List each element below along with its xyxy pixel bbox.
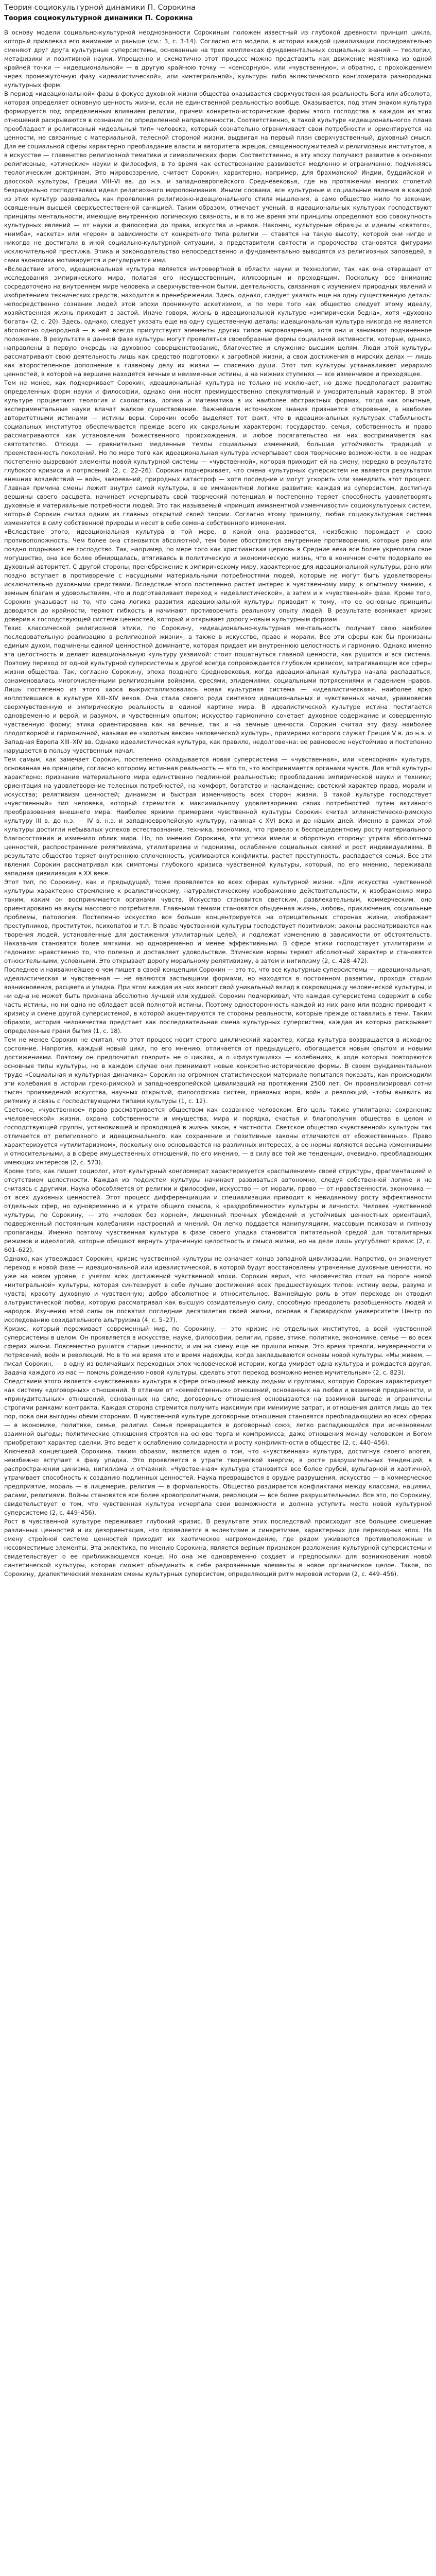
body-paragraph: В основу модели социально-культурной неоднознаности Сорокиным положен известный из глубокой древности принцип цикла, который привлекал его внимание и раньше (см.: 3, с. 3-14). Согласно его модели, в истории каждой цивилизации последовательно сменяют друг друга культурные суперсистемы, основанные на трех комплексах фундаментальных социальных знаний — теологии, метафизики и позитивной науки. Упрощенно и схематично этот процесс можно представить как движение маятника из одной крайней точки — «идеациональной» — в другую крайнюю точку — «сенсорную», или «чувственную», и обратно, с прохождением через промежуточную фазу «идеалистической», или «интегральной», культуры либо эклектического конгломерата разнородных культурных форм.	[4, 29, 432, 89]
body-paragraph: «Вследствие этого, идеациональная культура в той мере, в какой она развивается, неизбежно порождает и свою противоположность. Чем более она становится абсолютной, тем более обостряются внутренние противоречия, которые рано или поздно подрывают ее господство. Так, например, по мере того как христианская церковь в Средние века все более укрепляла свое могущество, она все более обмирщалась, втягиваясь в политическую и экономическую жизнь, что в конечном счете подорвало ее духовный авторитет. С другой стороны, пренебрежение к эмпирическому миру, характерное для идеациональной культуры, рано или поздно вступает в противоречие с насущными материальными потребностями людей, которые не могут быть удовлетворены исключительно духовными средствами. Вследствие этого постепенно растет интерес к чувственному миру, к опытному знанию, к земным благам и удовольствиям, что и подготавливает переход к «идеалистической», а затем и к «чувственной» фазе. Кроме того, Сорокин указывает на то, что сама логика развития идеациональной культуры приводит к тому, что ее основные принципы доводятся до крайности, теряют гибкость и начинают противоречить реальному опыту людей. В результате возникает кризис доверия к господствующей системе ценностей, который и открывает дорогу новым культурным формам.	[4, 528, 432, 623]
body-paragraph: Тем самым, как замечает Сорокин, постепенно складывается новая суперсистема — «чувственная», или «сенсорная» культура, основанная на принципе, согласно которому истинная реальность — это то, что воспринимается органами чувств. Для этой культуры характерно: признание материального мира единственно подлинной реальностью; преобладание эмпирической науки и техники; ориентация на удовлетворение телесных потребностей, на комфорт, богатство и наслаждение; светский характер права, морали и искусства; релятивизм ценностей; динамизм и быстрая изменчивость всех сторон жизни. В такой культуре господствует «чувственный» тип человека, который стремится к максимальному удовлетворению своих потребностей путем активного преобразования внешнего мира. Наиболее яркими примерами чувственной культуры Сорокин считал эллинистическо-римскую культуру III в. до н.э. — IV в. н.э. и западноевропейскую культуру, начиная с XVI века и до наших дней. Именно в рамках этой культуры достигли небывалых успехов естествознание, техника, экономика, что привело к беспрецедентному росту материального благосостояния и изменило облик мира. Но, по мнению Сорокина, эти успехи имели и оборотную сторону: утрата абсолютных ценностей, распространение релятивизма, утилитаризма и гедонизма, ослабление социальных связей и рост индивидуализма. В результате общество теряет внутреннюю сплоченность, усиливаются конфликты, растет преступность, распадается семья. Все эти явления Сорокин рассматривал как симптомы глубокого кризиса чувственной культуры, который, по его мнению, переживала западная цивилизация в XX веке.	[4, 756, 432, 877]
body-paragraph: Кроме того, как пишет социолог, этот культурный конгломерат характеризуется «распылением» своей структуры, фрагментацией и отсутствием целостности. Каждая из подсистем культуры начинает развиваться автономно, следуя собственной логике и не считаясь с другими. Наука обособляется от религии и философии, искусство — от морали, право — от нравственности, экономика — от всех духовных ценностей. Этот процесс дифференциации и специализации приводит к невиданному росту эффективности отдельных сфер, но одновременно и к утрате общего смысла, к «раздробленности» культуры и личности. Человек чувственной культуры, по Сорокину, — это «человек без корней», лишенный прочных убеждений и устойчивых ценностных ориентаций, подверженный постоянным колебаниям настроений и мнений. Он легко поддается манипуляциям, массовым психозам и гипнозу пропаганды. Именно поэтому чувственная культура в фазе своего упадка становится питательной средой для тоталитарных режимов и идеологий, которые обещают вернуть утраченную целостность и смысл жизни, но на деле лишь усугубляют кризис (2, с. 601–622).	[4, 1167, 432, 1253]
body-paragraph: «Вследствие этого, идеациональная культура является интровертной в области науки и технологии, так как она отвращает от исследования эмпирического мира, полагая его несущественным, иллюзорным и преходящим. Поскольку все внимание сосредоточено на внутреннем мире человека и сверхчувственном бытии, деятельность, связанная с изучением природных явлений и изобретением технических средств, находится в пренебрежении. Здесь, однако, следует указать еще на одну существенную деталь: непосредственно сознание людей этой эпохи проникнуто аскетизмом, и по мере того как общество следует этому идеалу, хозяйственная жизнь приходит в застой. Иначе говоря, жизнь в идеациональной культуре «эмпирически бедна», хотя «духовно богата» (2, с. 20). Здесь, однако, следует указать еще на одну существенную деталь: идеациональная культура никогда не является абсолютно однородной — в ней всегда присутствуют элементы других типов мировоззрения, хотя они и занимают подчиненное положение. В результате в данной фазе культуры могут проявляться своеобразные формы социальной активности, которые, однако, направлены в первую очередь на духовное совершенствование, благочестие и служение высшим целям. Люди этой культуры рассматривают свою деятельность лишь как средство подготовки к загробной жизни, а свои достижения в мирских делах — лишь как второстепенное дополнение к главному делу их жизни — спасению души. Этот тип культуры устанавливает иерархию ценностей, в которой на вершине находятся вечные и неизменные истины, а на нижних ступенях — все изменчивое и преходящее.	[4, 265, 432, 378]
body-paragraph: Рост в чувственной культуре переживает глубокий кризис. В результате этих последствий происходит все большее смешение различных ценностей и их дезориентация, что проявляется в эклектизме и синкретизме, характерных для переходных эпох. На смену стройной системе ценностей приходит их хаотическое нагромождение, где рядом уживаются противоположные и несовместимые элементы. Эта эклектика, по мнению Сорокина, является верным признаком разложения культурной суперсистемы и свидетельствует о ее приближающемся конце. Но она же одновременно создает и предпосылки для возникновения новой синтетической культуры, которая сможет объединить в себе разрозненные элементы в новое органическое целое. Таков, по Сорокину, диалектический механизм смены культурных суперсистем, определяющий ритм мировой истории (2, с. 449–456).	[4, 1518, 432, 1578]
body-paragraph: Последнее и наиважнейшее о чем пишет в своей концепции Сорокин — это то, что все культурные суперсистемы — идеациональная, идеалистическая и чувственная — не являются застывшими формами, но находятся в постоянном развитии, проходя стадии возникновения, расцвета и упадка. При этом каждая из них вносит свой уникальный вклад в сокровищницу человеческой культуры, и ни одна не может быть признана абсолютно лучшей или худшей. Сорокин подчеркивал, что каждая суперсистема содержит в себе часть истины, но ни одна не обладает всей полнотой истины. Поэтому односторонность каждой из них рано или поздно приводит к кризису и смене другой суперсистемой, в которой акцентируются те стороны реальности, которые прежде оставались в тени. Таким образом, история человечества предстает как последовательная смена культурных суперсистем, каждая из которых раскрывает определенные грани бытия (1, с. 18).	[4, 966, 432, 1035]
body-paragraph: Кризис, который переживает современный мир, по Сорокину, — это кризис не отдельных институтов, а всей чувственной суперсистемы в целом. Он проявляется в искусстве, науке, философии, религии, праве, этике, политике, экономике, семье — во всех сферах жизни. Повсеместно рушатся старые ценности, и им на смену еще не пришли новые. Это время тревоги, неуверенности и потрясений, войн и революций. Но в то же время это и время надежды, когда закладываются основы новой культуры. «Мы живем, — писал Сорокин, — в одну из величайших переходных эпох человеческой истории, когда умирает одна культура и рождается другая. Задача каждого из нас — помочь рождению новой культуры, сделать этот переход возможно менее мучительным» (2, с. 823).	[4, 1325, 432, 1376]
body-paragraph: Тем не менее Сорокин не считал, что этот процесс носит строго циклический характер, когда культура возвращается в исходное состояние. Напротив, каждый новый цикл, по его мнению, отличается от предыдущего, обогащается новым опытом и новыми достижениями. Поэтому он предпочитал говорить не о циклах, а о «флуктуациях» — колебаниях, в ходе которых повторяются основные типы культуры, но в каждом случае они принимают новые конкретно-исторические формы. В своем фундаментальном труде «Социальная и культурная динамика» Сорокин на огромном статистическом материале попытался показать, как происходили эти колебания в истории греко-римской и западноевропейской цивилизаций на протяжении 2500 лет. Он проанализировал сотни тысяч произведений искусства, научных открытий, философских систем, правовых норм, войн и революций, чтобы выявить их ритмику и связь с господствующими типами культуры (1, с. 12).	[4, 1036, 432, 1105]
body-paragraph: Следствием этого является «чувственная» культура в сфере отношений между людьми и группами, которую Сорокин характеризует как систему «договорных» отношений. В отличие от «семейственных» отношений, основанных на любви и взаимной преданности, и «принудительных» отношений, основанных на силе, договорные отношения основываются на взаимной выгоде и ограничены строгими рамками контракта. Каждая сторона стремится получить максимум при минимуме затрат, и отношения длятся лишь до тех пор, пока они выгодны обеим сторонам. В чувственной культуре договорные отношения становятся преобладающими во всех сферах — в экономике, политике, семье, религии. Семья превращается в договорный союз, легко распадающийся при исчезновении взаимной выгоды; политические отношения строятся на основе торга и компромисса; даже отношения между человеком и Богом приобретают характер сделки. Это ведет к ослаблению солидарности и росту конфликтности в обществе (2, с. 440–456).	[4, 1378, 432, 1446]
document-title: Теория социокультурной динамики П. Сорокина	[4, 4, 196, 12]
body-paragraph: Однако, как утверждает Сорокин, кризис чувственной культуры не означает конца западной цивилизации. Напротив, он знаменует переход к новой фазе — идеациональной или идеалистической, в которой будут восстановлены утраченные духовные ценности, но уже на новом уровне, с учетом всех достижений чувственной эпохи. Сорокин верил, что человечество стоит на пороге новой «интегральной» культуры, которая синтезирует в себе лучшие достижения всех предшествующих типов: истину веры, разума и чувств; красоту духовную и чувственную; добро абсолютное и относительное. Важнейшую роль в этом переходе он отводил альтруистической любви, которую рассматривал как высшую созидательную силу, способную преодолеть разобщенность людей и народов. Изучению этой силы он посвятил последние десятилетия своей жизни, основав в Гарвардском университете Центр по исследованию созидательного альтруизма (4, с. 5–27).	[4, 1255, 432, 1324]
document-body	[4, 28, 432, 1579]
document-heading: Теория социокультурной динамики П. Сорокина	[4, 14, 193, 22]
body-paragraph: Светское, «чувственное» право рассматривается обществом как созданное человеком. Его цель также утилитарна: сохранение «человеческой» жизни, охрана собственности и имущества, мира и порядка, счастья и благополучия общества в целом и господствующей группы, установившей и проводящей в жизнь закон, в частности. Светское общество «чувственной» культуры так отличается от религиозного и идеационального, как сохранение и позитивные законы отличаются от «божественных». Право характеризуется «утилитаризмом», поскольку оно основывается на различных интересах, а ее нормы являются весьма изменчивыми и относительными, а в сфере имущественных отношений, по его мнению, — в силу все той же тенденции, очевидно, преобладающих имеющих интересов (2, с. 573).	[4, 1106, 432, 1166]
body-paragraph: Этот тип, по Сорокину, как и предыдущий, тоже проявляется во всех сферах культурной жизни. «Для искусства чувственной культуры характерно стремление к реалистическому, натуралистическому изображению действительности, к изображению мира таким, каким он воспринимается органами чувств. Искусство становится светским, развлекательным, коммерческим, оно ориентировано на вкусы массового потребителя. Главными темами становятся обыденная жизнь, любовь, приключения, социальные проблемы, патология. Постепенно искусство все больше концентрируется на отрицательных сторонах жизни, изображает преступников, проституток, психопатов и т.п. В праве чувственной культуры господствует позитивизм: законы рассматриваются как творения людей, установленные для достижения утилитарных целей, и подлежат изменению в зависимости от обстоятельств. Наказания становятся более мягкими, но одновременно и менее эффективными. В сфере этики господствует утилитаризм и гедонизм: нравственно то, что полезно и доставляет удовольствие. Этические нормы теряют абсолютный характер и становятся относительными, условными. Это открывает дорогу моральному релятивизму, а затем и нигилизму (2, с. 428–472).	[4, 878, 432, 964]
body-paragraph: Тезис классической религиозной этики, по Сорокину, «идеационально-культурная ментальность получает свою наиболее последовательную реализацию в религиозной жизни», а также в искусстве, праве и морали. Все эти сферы как бы пронизаны единым духом, подчинены единой ценностной доминанте, которая придает им внутреннюю целостность и гармонию. Однако именно эта целостность и делает идеациональную культуру уязвимой: стоит пошатнуться главной ценности, как рушится и вся система. Поэтому переход от одной культурной суперсистемы к другой всегда сопровождается глубоким кризисом, затрагивающим все сферы жизни общества. Так, согласно Сорокину, эпоха позднего Средневековья, когда идеациональная культура начала распадаться, ознаменовалась многочисленными религиозными войнами, ересями, эпидемиями, социальными потрясениями и падением нравов. Лишь постепенно из этого хаоса выкристаллизовалась новая культурная система — «идеалистическая», наиболее ярко воплотившаяся в культуре XIII–XIV веков. Она стала своего рода синтезом идеациональных и чувственных начал, уравновесив сверхчувственную и эмпирическую реальность в единой картине мира. В идеалистической культуре истина постигается одновременно и верой, и разумом, и чувственным опытом; искусство гармонично сочетает духовное содержание и совершенную чувственную форму; этика ориентирована как на вечные, так и на земные ценности. Сорокин считал эту фазу наиболее плодотворной и гармоничной, называя ее «золотым веком» человеческой культуры, примерами которого служат Греция V в. до н.э. и Западная Европа XIII–XIV вв. Однако идеалистическая культура, как правило, недолговечна: ее равновесие неустойчиво и постепенно нарушается в пользу чувственных начал.	[4, 624, 432, 754]
body-paragraph: В период «идеациональной» фазы в фокусе духовной жизни общества оказывается сверхчувственная реальность Бога или абсолюта, которая определяет основную ценность жизни, если не единственной реальностью вообще. Оказывается, под этим знаком культура формируется под определенным влиянием религии, причем конкретно-исторические формы этого господства в каждом из этих отношений раскрываются в сознании по определенной направленности. Соответственно, в такой культуре «идеационального» плана преобладает и религиозный «идеальный тип» человека, который сознательно ограничивает свои потребности и ориентируется на ценности, не связанные с материальной, телесной стороной жизни, выдвигая на первый план сверхчувственный, духовный смысл. Для ее социальной сферы характерно преобладание власти и авторитета жрецов, священнослужителей и религиозных институтов, а в искусстве — главенство религиозной тематики и символических форм. Соответственно, в эту эпоху получают развитие в основном религиозные, «этические» науки и философия, в то время как естествознание развивается медленно и ограниченно, подчиняясь теологическим доктринам. Это мировоззрение, считает Сорокин, характерно, например, для брахманской Индии, буддийской и даосской культуры, Греции VIII–VI вв. до н.э. и западноевропейского Средневековья, где на протяжении многих столетий безраздельно господствовал идеал религиозного миропонимания. Иными словами, все культурные и социальные явления в каждой из этих культур развивались как проявления религиозно-идеационального стиля мышления, а само общество жило по законам, освященным высшей сверхъестественной санкцией. Таким образом, отмечает ученый, в идеациональных культурах господствуют принципы ментальности, имеющие внутреннюю логическую связность, и в то же время эти принципы определяют всю совокупность культурных явлений — от науки и философии до права, искусства и нравов. Наконец, культурные образцы и идеалы «святого», «нимба», «аскета» или «героя» в зависимости от конкретного типа религии — ставятся на такую высоту, которой они нигде и никогда не достигали в иной социально-культурной ситуации, а представители святости и пророчества становятся фигурами исключительной престижа. Этика и законодательство непосредственно и фундаментально выводятся из религиозных заповедей, а сами экономика мотивируется и регулируется ими.	[4, 90, 432, 264]
body-paragraph: Тем не менее, как подчеркивает Сорокин, идеациональная культура не только не исключает, но даже предполагает развитие определенных форм науки и философии, однако они носят преимущественно спекулятивный и умозрительный характер. В этой культуре процветают теология и схоластика, логика и математика в их наиболее абстрактных формах, тогда как опытные, экспериментальные науки влачат жалкое существование. Важнейшим источником знания признается откровение, а наиболее авторитетными истинами — истины веры. Сорокин особо выделяет тот факт, что в идеациональных культурах стабильность социальных институтов обеспечивается прежде всего их сакральным характером: государство, семья, собственность и право рассматриваются как установления божественного происхождения, и любое посягательство на них воспринимается как святотатство. Отсюда — сравнительно медленные темпы социальных изменений, большая устойчивость традиций и преемственность поколений. Но по мере того как идеациональная культура исчерпывает свои творческие возможности, в ее недрах постепенно вызревают элементы новой культурной системы — «чувственной», которая приходит ей на смену, нередко в результате глубокого кризиса и потрясений (2, с. 22–26). Сорокин подчеркивает, что смена культурных суперсистем не является результатом внешних воздействий — войн, завоеваний, природных катастроф — хотя последние и могут ускорить или замедлить этот процесс. Главная причина смены лежит внутри самой культуры, в ее имманентной логике развития: каждая из суперсистем, достигнув вершины своего расцвета, начинает исчерпывать свой творческий потенциал и постепенно теряет способность удовлетворять духовные и материальные потребности людей. Это так называемый «принцип имманентной изменчивости» социокультурных систем, который Сорокин считал одним из главных открытий своей теории. Согласно этому принципу, любая социокультурная система изменяется в силу собственной природы и несет в себе семена собственного изменения.	[4, 379, 432, 527]
body-paragraph: Ключевой концепцией Сорокина, таким образом, является идея о том, что «чувственная» культура, достигнув своего апогея, неизбежно вступает в фазу упадка. Это проявляется в утрате творческой энергии, в росте разрушительных тенденций, в распространении цинизма, нигилизма и отчаяния. «Чувственная» культура становится все более грубой, вульгарной и хаотичной, утрачивает способность к созданию подлинных ценностей. Наука превращается в орудие разрушения, искусство — в коммерческое предприятие, мораль — в лицемерие, религия — в формальность. Общество раздирается конфликтами между классами, нациями, расами, религиями. Войны становятся все более кровопролитными, революции — все более разрушительными. Все это, по Сорокину, свидетельствует о том, что чувственная культура исчерпала свои возможности и должна уступить место новой культурной суперсистеме (2, с. 449–456).	[4, 1448, 432, 1516]
